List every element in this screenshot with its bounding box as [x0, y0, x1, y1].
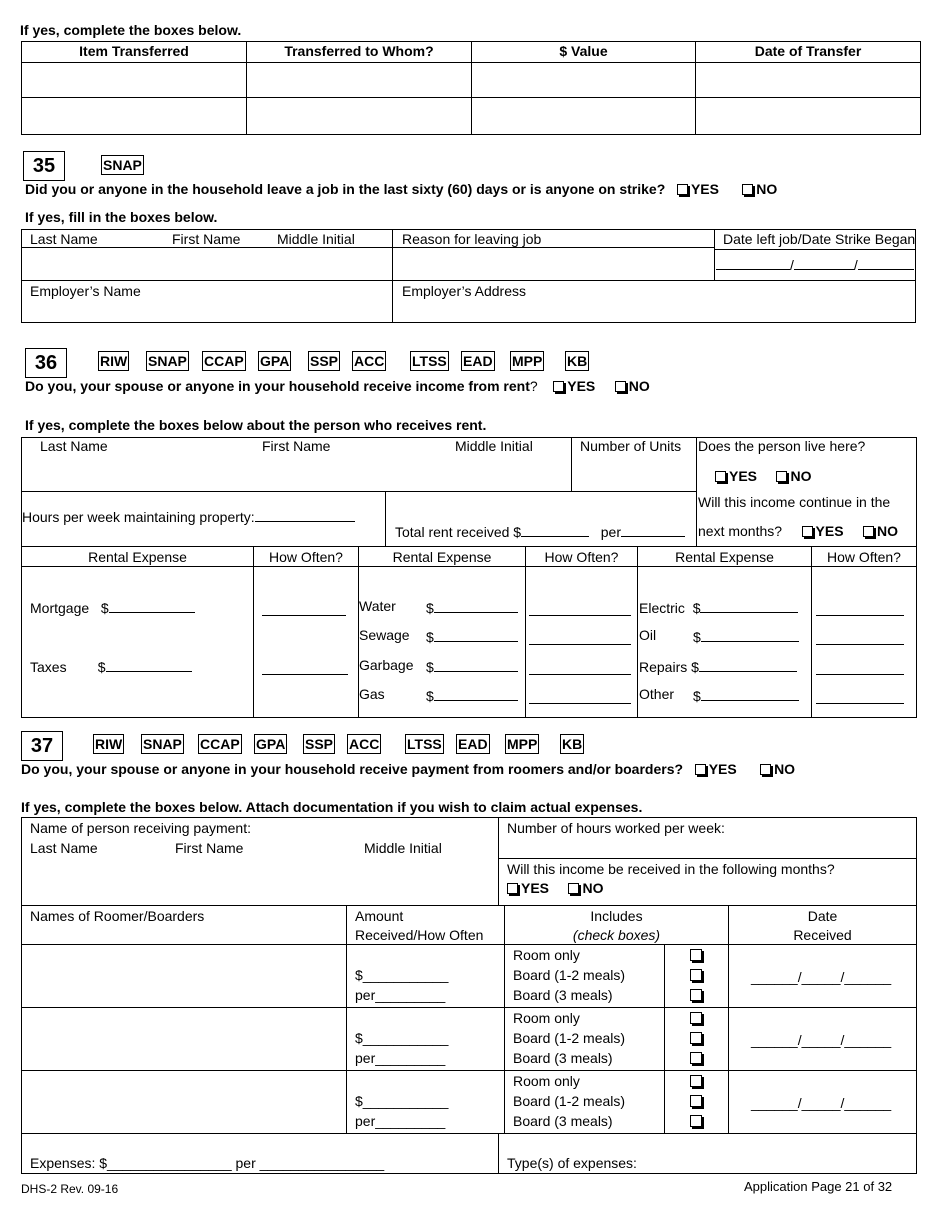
q35-date-field[interactable]: / / [716, 254, 914, 273]
question-37-number: 37 [21, 731, 63, 761]
program-tag-acc: ACC [354, 353, 385, 369]
q37-row3-board-1-2-checkbox[interactable] [690, 1095, 702, 1107]
checkbox-icon [776, 471, 787, 482]
q37-received-yes-checkbox[interactable]: YES [507, 880, 549, 896]
q36-yes-checkbox[interactable]: YES [553, 378, 595, 394]
q37-row2-amount[interactable]: $___________ [355, 1030, 449, 1046]
expense-mortgage[interactable]: Mortgage $ [30, 598, 195, 616]
expense-oil[interactable]: Oil [639, 627, 657, 643]
checkbox-icon [742, 184, 753, 195]
q37-row1-board-1-2-checkbox[interactable] [690, 969, 702, 981]
checkbox-icon [677, 184, 688, 195]
header-item-transferred: Item Transferred [79, 43, 189, 59]
footer-page-number: Application Page 21 of 32 [744, 1179, 893, 1194]
q37-names-roomers-label: Names of Roomer/Boarders [30, 908, 205, 924]
q37-row2-board-3-checkbox[interactable] [690, 1052, 702, 1064]
checkbox-icon [507, 883, 518, 894]
q37-received-following-label: Will this income be received in the following months? [507, 861, 835, 877]
q37-intro: If yes, complete the boxes below. Attach documentation if you wish to claim actual expenses. [21, 799, 643, 815]
expense-electric[interactable]: Electric $ [639, 598, 798, 616]
q37-name-receiving-label: Name of person receiving payment: [30, 820, 251, 836]
q37-row3-per[interactable]: per_________ [355, 1113, 446, 1129]
q37-row1-date[interactable]: ______/_____/______ [751, 969, 892, 985]
q35-last-name-label: Last Name [30, 231, 98, 247]
q36-units-label: Number of Units [580, 438, 682, 454]
program-tag-kb: KB [562, 736, 583, 752]
q37-row2-board-3: Board (3 meals) [513, 1050, 613, 1066]
q37-row3-board-1-2: Board (1-2 meals) [513, 1093, 626, 1109]
header-date-of-transfer: Date of Transfer [754, 43, 862, 59]
q36-live-here-options [715, 468, 811, 484]
q37-table [21, 817, 917, 1174]
expense-other[interactable]: Other [639, 686, 675, 702]
q36-live-yes-checkbox[interactable]: YES [715, 468, 757, 484]
q35-date-left-label: Date left job/Date Strike Began [723, 231, 916, 247]
q37-no-checkbox[interactable]: NO [760, 761, 795, 777]
q35-yes-checkbox[interactable]: YES [677, 181, 719, 197]
checkbox-icon [695, 764, 706, 775]
header-transferred-to-whom: Transferred to Whom? [284, 43, 434, 59]
program-tag-mpp: MPP [512, 353, 543, 369]
q35-intro: If yes, fill in the boxes below. [25, 209, 218, 225]
program-tag-ssp: SSP [305, 736, 334, 752]
q37-row1-board-1-2: Board (1-2 meals) [513, 967, 626, 983]
rental-expense-header-1: Rental Expense [88, 549, 187, 565]
footer-form-number: DHS-2 Rev. 09-16 [21, 1182, 119, 1196]
q36-continue-yes-checkbox[interactable]: YES [802, 523, 844, 539]
program-tag-ccap: CCAP [204, 353, 244, 369]
question-35-text: Did you or anyone in the household leave a job in the last sixty (60) days or is anyone on strike? YES NO [25, 181, 778, 197]
q37-row1-per[interactable]: per_________ [355, 987, 446, 1003]
program-tag-ccap: CCAP [200, 736, 240, 752]
q37-row1-amount[interactable]: $___________ [355, 967, 449, 983]
q36-last-name-label: Last Name [40, 438, 108, 454]
q37-row3-room-only-checkbox[interactable] [690, 1075, 702, 1087]
q35-no-checkbox[interactable]: NO [742, 181, 777, 197]
how-often-header-1: How Often? [269, 549, 343, 565]
program-tag-gpa: GPA [260, 353, 290, 369]
q37-received-options [507, 880, 603, 896]
q37-first-name-label: First Name [175, 840, 244, 856]
header-value: $ Value [559, 43, 608, 59]
program-tag-mpp: MPP [507, 736, 538, 752]
checkbox-icon [715, 471, 726, 482]
program-tag-ead: EAD [458, 736, 488, 752]
program-tag-gpa: GPA [256, 736, 286, 752]
q37-row1-room-only-checkbox[interactable] [690, 949, 702, 961]
program-tag-ssp: SSP [310, 353, 339, 369]
rental-expense-header-2: Rental Expense [392, 549, 492, 565]
q36-hours-field[interactable]: Hours per week maintaining property: [22, 507, 355, 525]
expense-repairs[interactable]: Repairs $ [639, 657, 797, 675]
q36-continue-label: Will this income continue in the [698, 494, 891, 510]
q36-no-checkbox[interactable]: NO [615, 378, 650, 394]
how-often-header-2: How Often? [544, 549, 619, 565]
q36-live-here-label: Does the person live here? [698, 438, 866, 454]
question-37-text: Do you, your spouse or anyone in your household receive payment from roomers and/or boarders? YES NO [21, 761, 796, 777]
q37-amount-label: Amount [355, 908, 404, 924]
q37-middle-initial-label: Middle Initial [364, 840, 442, 856]
q37-check-boxes-label: (check boxes) [572, 927, 661, 943]
expense-gas[interactable]: Gas [359, 686, 385, 702]
transfer-intro: If yes, complete the boxes below. [20, 22, 242, 38]
expense-taxes[interactable]: Taxes $ [30, 657, 192, 675]
q35-reason-label: Reason for leaving job [402, 231, 542, 247]
question-36-number: 36 [25, 348, 67, 378]
q37-expenses-field[interactable]: Expenses: $________________ per ________________ [30, 1155, 385, 1171]
expense-water[interactable]: Water [359, 598, 396, 614]
q37-row2-board-1-2-checkbox[interactable] [690, 1032, 702, 1044]
q37-row2-room-only: Room only [513, 1010, 580, 1026]
q37-yes-checkbox[interactable]: YES [695, 761, 737, 777]
q37-row2-room-only-checkbox[interactable] [690, 1012, 702, 1024]
program-tag-ead: EAD [463, 353, 493, 369]
q37-row3-room-only: Room only [513, 1073, 580, 1089]
checkbox-icon [802, 526, 813, 537]
q37-row3-board-3: Board (3 meals) [513, 1113, 613, 1129]
q37-received-how-often-label: Received/How Often [355, 927, 484, 943]
checkbox-icon [863, 526, 874, 537]
q36-middle-initial-label: Middle Initial [455, 438, 533, 454]
q36-table: Last Name First Name Middle Initial Number of Units Does the person live here? YES NO Hours per week maintaining property: Total rent received $ per Will this income continue in the next months? YES NO Rental Expense How Often? Rental Expense How Often? Rental Expense How Often? Mortgage $ Taxes $ Water $ Sewage $ Garbage $ Gas $ Electric $ Oil $ Repairs $ Other $ [21, 437, 917, 718]
q37-date-label: Date [807, 908, 838, 924]
checkbox-icon [568, 883, 579, 894]
q37-received-no-checkbox[interactable]: NO [568, 880, 603, 896]
rental-expense-header-3: Rental Expense [675, 549, 774, 565]
q37-types-label: Type(s) of expenses: [507, 1155, 637, 1171]
transfer-table [21, 41, 921, 135]
q37-row2-board-1-2: Board (1-2 meals) [513, 1030, 626, 1046]
q37-received-label: Received [793, 927, 852, 943]
q36-total-rent-field[interactable]: Total rent received $ per [395, 522, 685, 540]
q35-employer-name-label: Employer’s Name [30, 283, 141, 299]
q37-row2-date[interactable]: ______/_____/______ [751, 1032, 892, 1048]
q36-live-no-checkbox[interactable]: NO [776, 468, 811, 484]
q37-row1-board-3-checkbox[interactable] [690, 989, 702, 1001]
program-tag-snap: SNAP [148, 353, 187, 369]
q36-first-name-label: First Name [262, 438, 331, 454]
expense-sewage[interactable]: Sewage [359, 627, 410, 643]
q35-employer-address-label: Employer’s Address [402, 283, 526, 299]
q37-hours-worked-label: Number of hours worked per week: [507, 820, 725, 836]
q37-row1-room-only: Room only [513, 947, 580, 963]
program-tag-snap: SNAP [143, 736, 182, 752]
q37-includes-label: Includes [590, 908, 643, 924]
program-tag-kb: KB [567, 353, 588, 369]
checkbox-icon [553, 381, 564, 392]
q37-row3-date[interactable]: ______/_____/______ [751, 1095, 892, 1111]
program-tag-ltss: LTSS [407, 736, 442, 752]
question-35-number: 35 [23, 151, 65, 181]
program-tag-acc: ACC [349, 736, 380, 752]
q36-continue-months: next months? YES NO [698, 523, 898, 539]
expense-garbage[interactable]: Garbage [359, 657, 414, 673]
q35-middle-initial-label: Middle Initial [277, 231, 355, 247]
program-tag-riw: RIW [95, 736, 123, 752]
q37-row1-board-3: Board (3 meals) [513, 987, 613, 1003]
program-tag-ltss: LTSS [412, 353, 447, 369]
checkbox-icon [760, 764, 771, 775]
q37-last-name-label: Last Name [30, 840, 98, 856]
q37-row3-board-3-checkbox[interactable] [690, 1115, 702, 1127]
program-tag-snap: SNAP [103, 157, 142, 173]
q36-continue-no-checkbox[interactable]: NO [863, 523, 898, 539]
program-tag-riw: RIW [100, 353, 128, 369]
question-36-text: Do you, your spouse or anyone in your household receive income from rent? YES NO [25, 378, 650, 394]
checkbox-icon [615, 381, 626, 392]
q35-table [21, 229, 916, 323]
q37-row3-amount[interactable]: $___________ [355, 1093, 449, 1109]
q37-row2-per[interactable]: per_________ [355, 1050, 446, 1066]
how-often-header-3: How Often? [827, 549, 901, 565]
q35-first-name-label: First Name [172, 231, 241, 247]
q36-intro: If yes, complete the boxes below about the person who receives rent. [25, 417, 487, 433]
